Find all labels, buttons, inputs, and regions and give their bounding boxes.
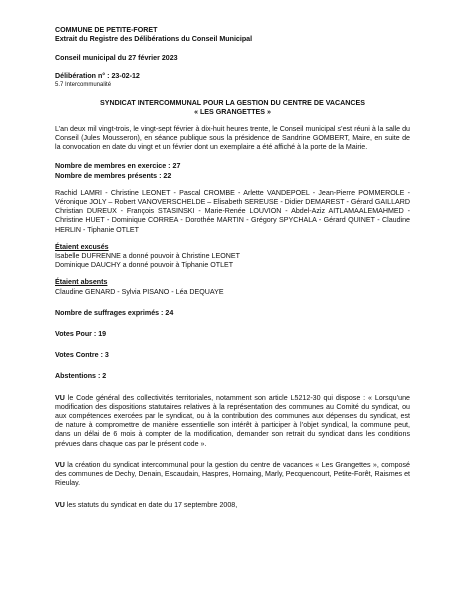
votes-expressed: Nombre de suffrages exprimés : 24 [55,308,174,317]
vu-text: les statuts du syndicat en date du 17 septembre 2008, [64,500,238,509]
vu-text: le Code général des collectivités territoriales, notamment son article L5212-30 qui dispose : « Lorsqu’une modification des dispositions statutaires relatives à la représentation des communes au Comité du syndicat, ou aux compétences exercées par le syndicat, ou à la contribution des communes aux dépenses du syndicat, est de nature à compromettre de manière essentielle son intérêt à participer à l’objet syndical, la commune peut, dans un délai de 6 mois à compter de la modification, demander son retrait du syndicat dans les conditions prévues dans chaque cas par le présent code ». [55,393,410,448]
abstentions: Abstentions : 2 [55,372,107,381]
vu-paragraph [55,501,410,510]
members-in-office: Nombre de membres en exercice : 27 [55,162,181,171]
votes-against: Votes Contre : 3 [55,351,109,360]
meeting-date: Conseil municipal du 27 février 2023 [55,54,178,63]
excused-heading: Étaient excusés [55,242,109,251]
intro-paragraph: L’an deux mil vingt-trois, le vingt-sept février à dix-huit heures trente, le Conseil municipal s’est réuni à la salle du Conseil (Jules Mousseron), en séance publique sous la présidence de Sandrine GOMBERT, Maire, en suite de la convocation en date du vingt et un février dont un exemplaire a été affiché à la porte de la Mairie. [55,124,410,152]
vu-lead: VU [55,460,65,469]
members-present: Nombre de membres présents : 22 [55,171,172,180]
document-title-line1: SYNDICAT INTERCOMMUNAL POUR LA GESTION DU CENTRE DE VACANCES [100,98,365,107]
vu-paragraph [55,461,410,489]
vu-paragraph [55,394,410,449]
vu-text: la création du syndicat intercommunal pour la gestion du centre de vacances « Les Grangettes », composé des communes de Dechy, Denain, Escaudain, Haspres, Hornaing, Marly, Pecquencourt, Petite-Forêt, Raismes et Rieulay. [55,460,410,488]
vu-lead: VU [55,500,65,509]
commune-name: COMMUNE DE PETITE-FORET [55,26,158,34]
deliberation-number: Délibération n° : 23-02-12 [55,71,140,80]
register-extract: Extrait du Registre des Délibérations du Conseil Municipal [55,35,253,44]
vu-lead: VU [55,393,65,402]
absent-heading: Étaient absents [55,278,108,287]
deliberation-category: 5.7 Intercommunalité [55,81,112,88]
absent-line: Claudine GENARD - Sylvia PISANO - Léa DEQUAYE [55,287,224,296]
votes-for: Votes Pour : 19 [55,330,107,339]
members-list: Rachid LAMRI - Christine LEONET - Pascal CROMBE - Arlette VANDEPOEL - Jean-Pierre POMMEROLE - Véronique JOLY – Robert VANOVERSCHELDE – Elisabeth SEREUSE - Didier DEMAREST - Gérard GAILLARD Christian DUREUX - François STASINSKI - Marie-Renée LOUVION - Abdel-Aziz AITLAMAALEMAHMED - Christine HUET - Dominique CORREA - Dorothée MARTIN - Grégory SPYCHALA - Gérard QUINET - Claudine HERLIN - Tiphanie OTLET [55,188,410,234]
excused-line: Isabelle DUFRENNE a donné pouvoir à Christine LEONET [55,252,240,261]
excused-line: Dominique DAUCHY a donné pouvoir à Tiphanie OTLET [55,261,234,270]
document-title-line2: « LES GRANGETTES » [194,107,271,116]
